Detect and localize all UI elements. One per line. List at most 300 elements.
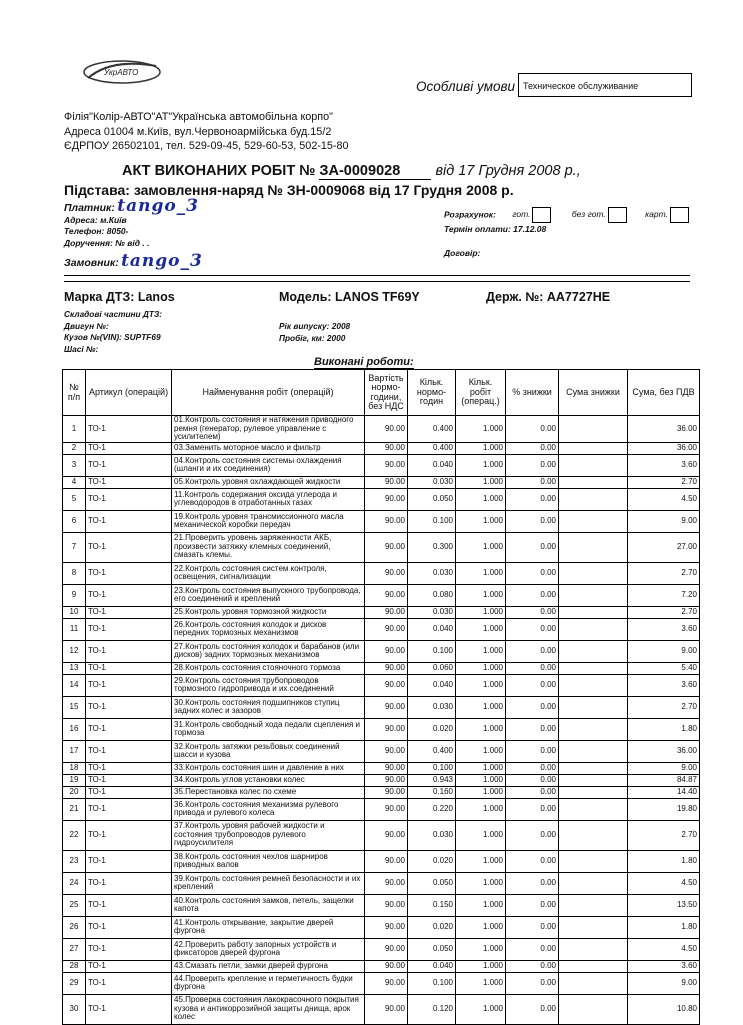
vehicle-mileage: Пробіг, км: 2000 [279,332,346,343]
row-work-name: 05.Контроль уровня охлаждающей жидкости [172,476,365,488]
row-discount-sum [559,606,628,618]
act-basis: Підстава: замовлення-наряд № ЗН-0009068 від 17 Грудня 2008 р. [64,182,514,198]
row-article: ТО-1 [86,510,172,532]
row-number: 18 [63,762,86,774]
row-article: ТО-1 [86,532,172,562]
row-hours: 0.100 [408,510,456,532]
row-rate: 90.00 [365,872,408,894]
row-article: ТО-1 [86,960,172,972]
col-header-num: № п/п [63,370,86,416]
row-qty: 1.000 [456,454,506,476]
row-work-name: 45.Проверка состояния лакокрасочного покрытия кузова и антикоррозийной защиты днища, арок колес [172,994,365,1024]
special-conditions-value: Техническое обслуживание [518,73,692,97]
table-row [63,850,700,872]
row-qty: 1.000 [456,994,506,1024]
row-qty: 1.000 [456,640,506,662]
row-qty: 1.000 [456,786,506,798]
table-header-row [63,370,700,416]
row-qty: 1.000 [456,774,506,786]
row-number: 5 [63,488,86,510]
row-hours: 0.050 [408,488,456,510]
calc-card-checkbox[interactable] [670,207,689,223]
row-rate: 90.00 [365,762,408,774]
row-hours: 0.040 [408,674,456,696]
row-article: ТО-1 [86,454,172,476]
row-work-name: 04.Контроль состояния системы охлаждения (шланги и их соединения) [172,454,365,476]
table-row [63,798,700,820]
row-qty: 1.000 [456,442,506,454]
row-total: 36.00 [628,416,700,443]
row-rate: 90.00 [365,674,408,696]
table-row [63,786,700,798]
row-discount-sum [559,442,628,454]
row-number: 25 [63,894,86,916]
table-row [63,510,700,532]
vehicle-model: Модель: LANOS TF69Y [279,290,420,304]
row-rate: 90.00 [365,820,408,850]
row-article: ТО-1 [86,916,172,938]
row-article: ТО-1 [86,488,172,510]
row-discount-pct: 0.00 [506,662,559,674]
row-discount-pct: 0.00 [506,584,559,606]
row-qty: 1.000 [456,798,506,820]
row-discount-sum [559,454,628,476]
row-discount-sum [559,696,628,718]
row-discount-sum [559,894,628,916]
row-discount-pct: 0.00 [506,718,559,740]
row-discount-sum [559,850,628,872]
row-number: 4 [63,476,86,488]
company-codes: ЄДРПОУ 26502101, тел. 529-09-45, 529-60-53, 502-15-80 [64,140,349,152]
row-article: ТО-1 [86,584,172,606]
row-article: ТО-1 [86,820,172,850]
row-discount-pct: 0.00 [506,994,559,1024]
row-total: 3.60 [628,674,700,696]
row-work-name: 40.Контроль состояния замков, петель, защелки капота [172,894,365,916]
row-article: ТО-1 [86,618,172,640]
table-row [63,640,700,662]
calc-card-label: карт. [645,209,668,220]
row-hours: 0.400 [408,416,456,443]
row-qty: 1.000 [456,416,506,443]
row-rate: 90.00 [365,740,408,762]
row-hours: 0.100 [408,762,456,774]
row-discount-pct: 0.00 [506,872,559,894]
vehicle-reg-number: Держ. №: АА7727НЕ [486,290,611,304]
row-hours: 0.400 [408,442,456,454]
row-hours: 0.030 [408,696,456,718]
calc-noncash-label: без гот. [571,209,606,220]
col-header-article: Артикул (операцій) [86,370,172,416]
row-discount-sum [559,872,628,894]
table-row [63,994,700,1024]
col-header-rate: Вартість нормо-години, без НДС [365,370,408,416]
row-qty: 1.000 [456,488,506,510]
payer-block [64,196,203,271]
row-work-name: 11.Контроль содержания оксида углерода и углеводородов в отработанных газах [172,488,365,510]
row-number: 11 [63,618,86,640]
vehicle-details-left [64,309,162,356]
row-number: 1 [63,416,86,443]
row-rate: 90.00 [365,640,408,662]
row-hours: 0.020 [408,718,456,740]
row-discount-pct: 0.00 [506,960,559,972]
row-rate: 90.00 [365,476,408,488]
row-discount-pct: 0.00 [506,762,559,774]
vehicle-body: Кузов №(VIN): SUPTF69 [64,332,161,343]
row-article: ТО-1 [86,718,172,740]
row-work-name: 39.Контроль состояния ремней безопасности и их креплений [172,872,365,894]
row-number: 14 [63,674,86,696]
works-table [62,369,700,1025]
row-total: 27.00 [628,532,700,562]
table-row [63,960,700,972]
row-discount-sum [559,416,628,443]
row-work-name: 43.Смазать петли, замки дверей фургона [172,960,365,972]
row-discount-sum [559,562,628,584]
row-rate: 90.00 [365,960,408,972]
row-discount-pct: 0.00 [506,488,559,510]
row-number: 2 [63,442,86,454]
row-total: 9.00 [628,762,700,774]
row-work-name: 30.Контроль состояния подшипников ступиц задних колес и зазоров [172,696,365,718]
payer-phone: Телефон: 8050- [64,226,129,236]
row-discount-pct: 0.00 [506,894,559,916]
row-rate: 90.00 [365,606,408,618]
row-number: 15 [63,696,86,718]
row-article: ТО-1 [86,740,172,762]
row-total: 9.00 [628,640,700,662]
table-row [63,618,700,640]
row-total: 1.80 [628,850,700,872]
col-header-total: Сума, без ПДВ [628,370,700,416]
payer-address: Адреса: м.Київ [64,214,127,225]
act-title-label: АКТ ВИКОНАНИХ РОБІТ № [122,163,316,179]
row-rate: 90.00 [365,938,408,960]
row-discount-pct: 0.00 [506,416,559,443]
row-rate: 90.00 [365,584,408,606]
row-discount-sum [559,774,628,786]
row-number: 24 [63,872,86,894]
row-qty: 1.000 [456,618,506,640]
row-discount-pct: 0.00 [506,510,559,532]
row-rate: 90.00 [365,618,408,640]
row-rate: 90.00 [365,532,408,562]
table-row [63,894,700,916]
table-row [63,606,700,618]
row-discount-pct: 0.00 [506,562,559,584]
table-row [63,562,700,584]
row-number: 21 [63,798,86,820]
row-article: ТО-1 [86,850,172,872]
row-work-name: 41.Контроль открывание, закрытие дверей фургона [172,916,365,938]
row-total: 9.00 [628,510,700,532]
row-rate: 90.00 [365,916,408,938]
vehicle-year: Рік випуску: 2008 [279,321,351,331]
col-header-qty: Кільк. робіт (операц.) [456,370,506,416]
row-number: 20 [63,786,86,798]
row-hours: 0.160 [408,786,456,798]
row-work-name: 21.Проверить уровень заряженности АКБ, произвести затяжку клемных соединений, смазать клемы. [172,532,365,562]
row-rate: 90.00 [365,454,408,476]
row-work-name: 33.Контроль состояния шин и давление в них [172,762,365,774]
row-qty: 1.000 [456,606,506,618]
table-row [63,972,700,994]
row-discount-pct: 0.00 [506,674,559,696]
row-article: ТО-1 [86,972,172,994]
row-number: 10 [63,606,86,618]
table-row [63,662,700,674]
calc-cash-checkbox[interactable] [532,207,551,223]
row-qty: 1.000 [456,476,506,488]
row-hours: 0.943 [408,774,456,786]
row-article: ТО-1 [86,416,172,443]
row-qty: 1.000 [456,718,506,740]
row-total: 2.70 [628,606,700,618]
row-hours: 0.150 [408,894,456,916]
row-work-name: 22.Контроль состояния систем контроля, освещения, сигнализации [172,562,365,584]
vehicle-engine: Двигун №: [64,320,109,331]
row-number: 7 [63,532,86,562]
contract-label: Договір: [444,247,481,258]
row-qty: 1.000 [456,850,506,872]
table-row [63,584,700,606]
row-number: 28 [63,960,86,972]
row-total: 4.50 [628,938,700,960]
row-total: 3.60 [628,618,700,640]
row-article: ТО-1 [86,786,172,798]
row-article: ТО-1 [86,994,172,1024]
row-work-name: 01.Контроль состояния и натяжения приводного ремня (генератор, рулевое управление с усилителем) [172,416,365,443]
row-rate: 90.00 [365,562,408,584]
row-article: ТО-1 [86,606,172,618]
row-total: 4.50 [628,872,700,894]
row-hours: 0.100 [408,972,456,994]
col-header-discount-pct: % знижки [506,370,559,416]
row-discount-sum [559,718,628,740]
table-row [63,872,700,894]
row-hours: 0.030 [408,606,456,618]
row-total: 5.40 [628,662,700,674]
row-rate: 90.00 [365,894,408,916]
calculation-block [444,207,695,259]
divider [64,275,690,276]
calc-cash-label: гот. [512,209,531,220]
row-number: 29 [63,972,86,994]
row-total: 84.87 [628,774,700,786]
row-hours: 0.040 [408,454,456,476]
row-discount-sum [559,510,628,532]
row-rate: 90.00 [365,774,408,786]
company-address: Адреса 01004 м.Київ, вул.Червоноармійська буд.15/2 [64,125,332,138]
row-discount-sum [559,618,628,640]
row-rate: 90.00 [365,994,408,1024]
row-number: 6 [63,510,86,532]
row-rate: 90.00 [365,662,408,674]
row-hours: 0.030 [408,562,456,584]
row-work-name: 35.Перестановка колес по схеме [172,786,365,798]
row-qty: 1.000 [456,562,506,584]
row-article: ТО-1 [86,774,172,786]
table-row [63,774,700,786]
row-discount-sum [559,820,628,850]
row-discount-pct: 0.00 [506,798,559,820]
col-header-discount-sum: Сума знижки [559,370,628,416]
company-name: Філія"Колір-АВТО"АТ"Українська автомобільна корпо" [64,111,333,123]
row-qty: 1.000 [456,674,506,696]
row-discount-sum [559,662,628,674]
row-qty: 1.000 [456,872,506,894]
row-qty: 1.000 [456,662,506,674]
act-title [122,163,581,180]
row-work-name: 44.Проверить крепление и герметичность будки фургона [172,972,365,994]
row-number: 27 [63,938,86,960]
row-hours: 0.030 [408,476,456,488]
row-article: ТО-1 [86,894,172,916]
act-number: ЗА-0009028 [319,163,431,180]
row-article: ТО-1 [86,476,172,488]
row-article: ТО-1 [86,938,172,960]
row-work-name: 42.Проверить работу запорных устройств и фиксаторов дверей фургона [172,938,365,960]
row-total: 2.70 [628,562,700,584]
row-discount-pct: 0.00 [506,740,559,762]
table-row [63,916,700,938]
row-discount-pct: 0.00 [506,972,559,994]
row-discount-pct: 0.00 [506,442,559,454]
row-rate: 90.00 [365,850,408,872]
row-discount-sum [559,786,628,798]
row-qty: 1.000 [456,938,506,960]
row-discount-pct: 0.00 [506,916,559,938]
row-article: ТО-1 [86,762,172,774]
vehicle-parts: Складові частини ДТЗ: [64,309,163,319]
table-row [63,762,700,774]
row-discount-pct: 0.00 [506,476,559,488]
row-work-name: 29.Контроль состояния трубопроводов тормозного гидропривода и их соединений [172,674,365,696]
row-number: 22 [63,820,86,850]
row-total: 3.60 [628,454,700,476]
row-discount-sum [559,584,628,606]
table-row [63,532,700,562]
row-discount-pct: 0.00 [506,786,559,798]
table-row [63,718,700,740]
calc-label: Розрахунок: [444,209,496,220]
row-total: 36.00 [628,740,700,762]
customer-label: Замовник: [64,257,119,269]
row-discount-sum [559,972,628,994]
table-row [63,416,700,443]
row-discount-pct: 0.00 [506,850,559,872]
calc-noncash-checkbox[interactable] [608,207,627,223]
row-discount-pct: 0.00 [506,640,559,662]
row-rate: 90.00 [365,718,408,740]
row-total: 13.50 [628,894,700,916]
row-discount-pct: 0.00 [506,532,559,562]
row-qty: 1.000 [456,916,506,938]
row-hours: 0.080 [408,584,456,606]
row-number: 19 [63,774,86,786]
row-qty: 1.000 [456,584,506,606]
row-total: 4.50 [628,488,700,510]
row-work-name: 34.Контроль углов установки колес [172,774,365,786]
row-number: 23 [63,850,86,872]
row-rate: 90.00 [365,798,408,820]
row-number: 30 [63,994,86,1024]
row-article: ТО-1 [86,442,172,454]
row-discount-pct: 0.00 [506,696,559,718]
row-number: 3 [63,454,86,476]
row-work-name: 27.Контроль состояния колодок и барабанов (или дисков) задних тормозных механизмов [172,640,365,662]
act-date: від 17 Грудня 2008 р., [435,163,581,179]
row-work-name: 31.Контроль свободный хода педали сцепления и тормоза [172,718,365,740]
row-rate: 90.00 [365,488,408,510]
row-discount-sum [559,640,628,662]
row-total: 1.80 [628,718,700,740]
table-row [63,820,700,850]
vehicle-details-right [279,321,350,344]
vehicle-brand: Марка ДТЗ: Lanos [64,290,175,304]
special-conditions-label: Особливі умови [416,79,516,94]
row-discount-sum [559,762,628,774]
row-discount-pct: 0.00 [506,618,559,640]
row-rate: 90.00 [365,696,408,718]
row-hours: 0.300 [408,532,456,562]
col-header-hours: Кільк. нормо-годин [408,370,456,416]
row-discount-sum [559,532,628,562]
row-total: 2.70 [628,696,700,718]
row-article: ТО-1 [86,696,172,718]
row-number: 13 [63,662,86,674]
row-total: 3.60 [628,960,700,972]
row-qty: 1.000 [456,762,506,774]
row-discount-sum [559,674,628,696]
table-row [63,696,700,718]
row-qty: 1.000 [456,972,506,994]
row-total: 2.70 [628,820,700,850]
company-info [64,110,349,154]
row-article: ТО-1 [86,562,172,584]
row-hours: 0.050 [408,872,456,894]
row-qty: 1.000 [456,894,506,916]
row-number: 16 [63,718,86,740]
row-work-name: 36.Контроль состояния механизма рулевого привода и рулевого колеса [172,798,365,820]
table-row [63,454,700,476]
row-total: 1.80 [628,916,700,938]
row-discount-pct: 0.00 [506,820,559,850]
table-row [63,476,700,488]
row-qty: 1.000 [456,740,506,762]
row-rate: 90.00 [365,510,408,532]
payer-label: Платник: [64,202,115,214]
row-article: ТО-1 [86,662,172,674]
row-hours: 0.020 [408,850,456,872]
table-row [63,442,700,454]
row-qty: 1.000 [456,532,506,562]
row-total: 9.00 [628,972,700,994]
payment-due: Термін оплати: 17.12.08 [444,224,547,234]
row-discount-sum [559,938,628,960]
row-total: 19.80 [628,798,700,820]
row-rate: 90.00 [365,416,408,443]
row-total: 36.00 [628,442,700,454]
table-row [63,740,700,762]
row-work-name: 25.Контроль уровня тормозной жидкости [172,606,365,618]
row-discount-sum [559,994,628,1024]
row-work-name: 03.Заменить моторное масло и фильтр [172,442,365,454]
row-hours: 0.020 [408,916,456,938]
row-work-name: 32.Контроль затяжки резьбовых соединений шасси и кузова [172,740,365,762]
customer-signature: tango_3 [121,251,203,271]
